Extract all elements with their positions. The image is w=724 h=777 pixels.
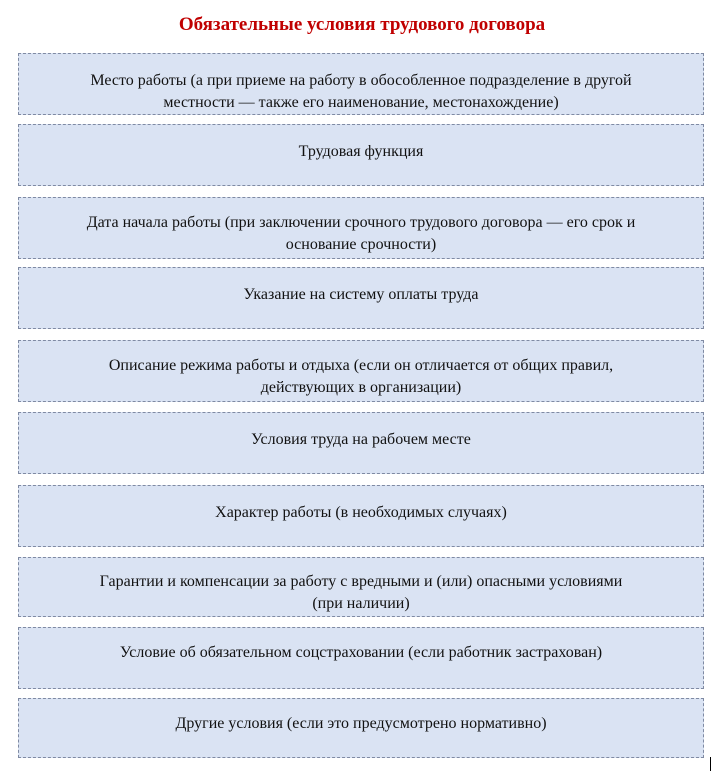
condition-text-line: Характер работы (в необходимых случаях): [215, 504, 507, 521]
condition-text: [27, 713, 695, 735]
condition-text: [27, 284, 695, 306]
condition-box-social-insurance: [18, 627, 704, 689]
condition-box-payment-system: [18, 267, 704, 329]
condition-text-line: местности — также его наименование, местонахождение): [163, 94, 559, 111]
condition-text-line: основание срочности): [285, 236, 437, 253]
condition-text-line: Условие об обязательном соцстраховании (если работник застрахован): [119, 644, 603, 661]
condition-text: [27, 502, 695, 524]
condition-box-workplace: [18, 53, 704, 115]
condition-box-work-schedule: [18, 340, 704, 402]
condition-text-line: (при наличии): [312, 595, 410, 612]
condition-box-labor-function: [18, 124, 704, 186]
condition-text-line: Трудовая функция: [298, 143, 424, 160]
condition-text: [27, 571, 695, 615]
condition-text-line: Описание режима работы и отдыха (если он отличается от общих правил,: [108, 357, 614, 374]
condition-text: [27, 642, 695, 664]
condition-box-work-nature: [18, 485, 704, 547]
condition-box-other: [18, 698, 704, 758]
condition-text-line: Другие условия (если это предусмотрено нормативно): [175, 715, 547, 732]
condition-text-line: действующих в организации): [260, 379, 462, 396]
condition-text-line: Дата начала работы (при заключении срочного трудового договора — его срок и: [86, 214, 636, 231]
condition-text: [27, 212, 695, 256]
condition-box-start-date: [18, 197, 704, 259]
condition-box-working-conditions: [18, 412, 704, 474]
condition-text: [27, 70, 695, 114]
condition-text-line: Гарантии и компенсации за работу с вредными и (или) опасными условиями: [99, 573, 623, 590]
condition-text: [27, 429, 695, 451]
condition-text-line: Указание на систему оплаты труда: [243, 286, 479, 303]
condition-text: [27, 141, 695, 163]
condition-text-line: Место работы (а при приеме на работу в обособленное подразделение в другой: [90, 72, 632, 89]
diagram-title: Обязательные условия трудового договора: [178, 14, 546, 35]
condition-text-line: Условия труда на рабочем месте: [251, 431, 471, 448]
condition-text: [27, 355, 695, 399]
condition-box-guarantees: [18, 557, 704, 617]
text-cursor-mark: [710, 757, 711, 771]
